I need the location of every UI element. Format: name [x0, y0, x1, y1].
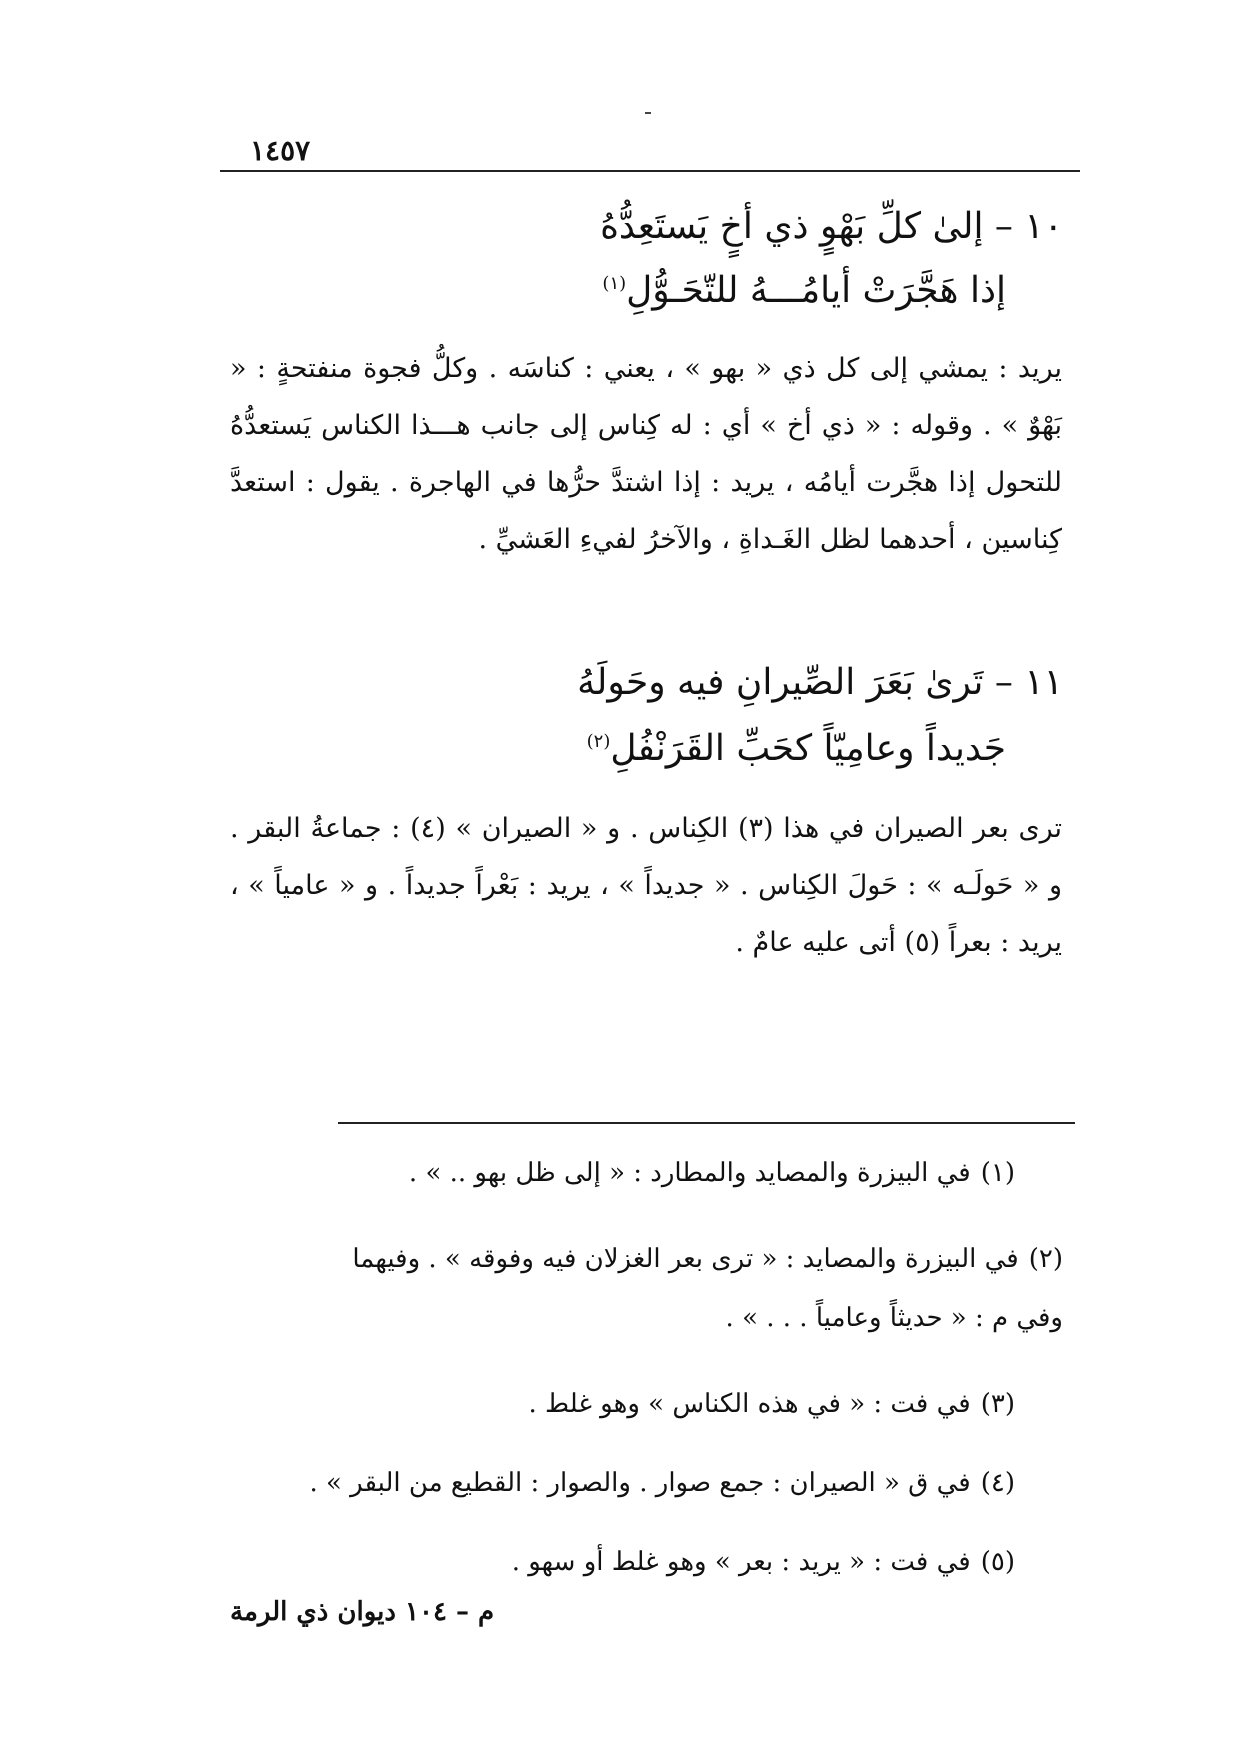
footnote-3	[175, 1377, 1015, 1431]
footnote-ref-2: (٢)	[586, 731, 611, 752]
footnote-4	[175, 1456, 1015, 1510]
footnote-number: (١)	[980, 1158, 1015, 1188]
footnote-1	[175, 1146, 1015, 1200]
dash-mark	[645, 112, 651, 114]
verse-11-line-1: ١١ – تَرىٰ بَعَرَ الصِّيرانِ فيه وحَولَهُ	[577, 662, 1063, 703]
signature-line: م – ١٠٤ ديوان ذي الرمة	[230, 1597, 495, 1627]
verse-10-line-2	[602, 270, 1006, 311]
footnote-number: (٤)	[980, 1468, 1015, 1498]
header-rule	[220, 170, 1080, 172]
footnote-5	[175, 1535, 1015, 1589]
footnote-text: في فت : « في هذه الكناس » وهو غلط .	[528, 1389, 971, 1419]
footnote-number: (٥)	[980, 1547, 1015, 1577]
footnote-2-continued	[193, 1291, 1063, 1345]
page-number: ١٤٥٧	[250, 134, 311, 167]
footnote-number: (٢)	[1028, 1244, 1063, 1274]
footnote-text: في فت : « يريد : بعر » وهو غلط أو سهو .	[511, 1547, 971, 1577]
footnote-ref-1: (١)	[602, 273, 627, 294]
verse-11-line-2	[587, 728, 1006, 769]
footnote-text: في البيزرة والمصايد : « ترى بعر الغزلان فيه وفوقه » . وفيهما	[352, 1244, 1019, 1274]
verse-11-line-2-text: جَديداً وعامِيّاً كحَبِّ القَرَنْفُلِ	[610, 728, 1006, 769]
commentary-verse-11: ترى بعر الصيران في هذا (٣) الكِناس . و « الصيران » (٤) : جماعةُ البقر . و « حَولَـه » : حَولَ الكِناس . « جديداً » ، يريد : بَعْراً جديداً . و « عامياً » ، يريد : بعراً (٥) أتى عليه عامٌ .	[230, 813, 1063, 958]
footnote-text: في البيزرة والمصايد والمطارد : « إلى ظل بهو .. » .	[408, 1158, 971, 1188]
footnote-2	[193, 1232, 1063, 1286]
footnote-number: (٣)	[980, 1389, 1015, 1419]
commentary-verse-10: يريد : يمشي إلى كل ذي « بهو » ، يعني : كناسَه . وكلُّ فجوة منفتحةٍ : « بَهْوٌ » . وقوله : « ذي أخ » أي : له كِناس إلى جانب هـــذا الكناس يَستعدُّهُ للتحول إذا هجَّرت أيامُه ، يريد : إذا اشتدَّ حرُّها في الهاجرة . يقول : استعدَّ كِناسين ، أحدهما لظل الغَـداةِ ، والآخرُ لفيءِ العَشيِّ .	[230, 353, 1062, 555]
footnote-text: وفي م : « حديثاً وعامياً . . . » .	[725, 1303, 1063, 1333]
footnotes-rule	[338, 1122, 1075, 1124]
verse-10-line-1: ١٠ – إلىٰ كلِّ بَهْوٍ ذي أخٍ يَستَعِدُّهُ	[600, 206, 1063, 247]
verse-10-line-2-text: إذا هَجَّرَتْ أيامُـــهُ للتّحَـوُّلِ	[626, 270, 1006, 311]
footnote-text: في ق « الصيران : جمع صوار . والصوار : القطيع من البقر » .	[309, 1468, 971, 1498]
